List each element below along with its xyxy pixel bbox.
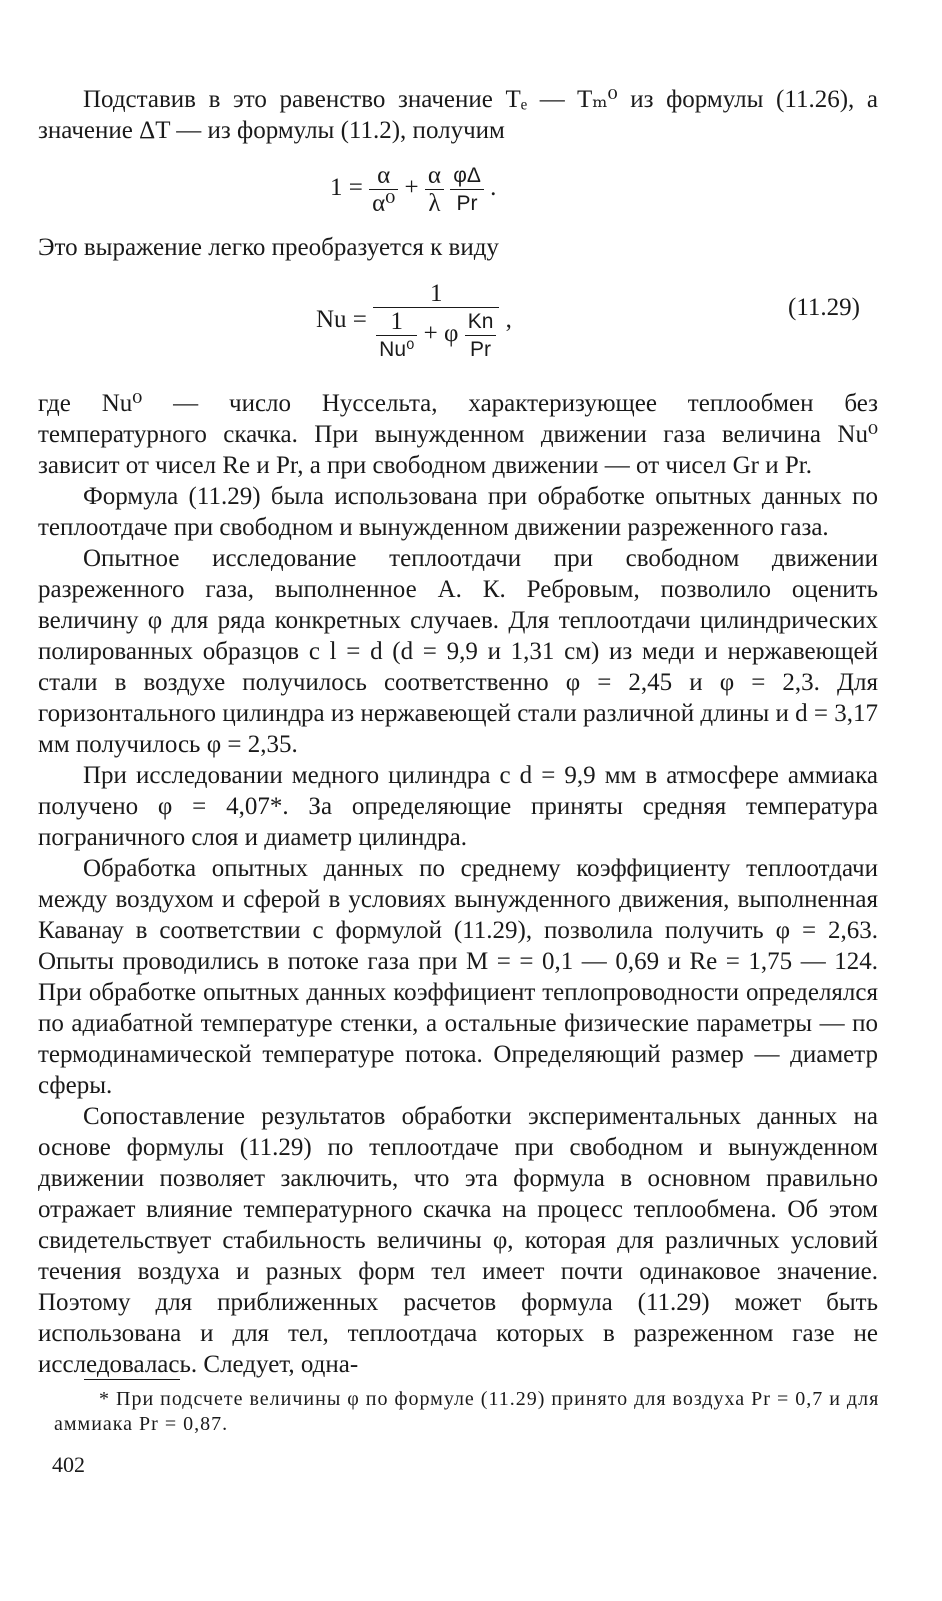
eq2-inner2-num: Kn — [465, 308, 497, 336]
eq1-frac2-den: λ — [428, 190, 441, 217]
footnote-text: * При подсчете величины φ по формуле (11.29) принято для воздуха Pr = 0,7 и для аммиака Pr = 0,87. — [54, 1388, 880, 1435]
footnote — [54, 1387, 884, 1437]
eq2-inner1-den: Nu⁰ — [379, 338, 415, 361]
eq2-comma: , — [505, 306, 512, 334]
eq1-period: . — [490, 174, 497, 202]
eq1-frac1-num: α — [369, 162, 398, 190]
page-number: 402 — [52, 1452, 85, 1477]
eq2-numerator: 1 — [373, 280, 499, 308]
eq1-fraction-1 — [369, 162, 398, 217]
eq1-frac2-num: α — [425, 162, 444, 190]
paragraph-formula-usage: Формула (11.29) была использована при обработке опытных данных по теплоотдаче при свободном и вынужденном движении разреженного газа. — [38, 483, 878, 541]
equation-2 — [316, 280, 512, 363]
intro-paragraph — [38, 84, 878, 146]
eq1-fraction-3 — [450, 162, 484, 217]
eq1-lhs: 1 = — [330, 174, 363, 202]
paragraph-kavanau: Обработка опытных данных по среднему коэффициенту теплоотдачи между воздухом и сферой в условиях вынужденного движения, выполненная Каванау в соответствии с формулой (11.29), позволила получить φ = 2,63. Опыты проводились в потоке газа при M = = 0,1 — 0,69 и Re = 1,75 — 124. При обработке опытных данных коэффициент теплопроводности определялся по адиабатной температуре стенки, а остальные физические параметры — по термодинамической температуре потока. Определяющий размер — диаметр сферы. — [38, 855, 878, 1099]
eq1-plus: + — [404, 174, 419, 202]
equation-number: (11.29) — [788, 294, 860, 321]
paragraph-rebrov-study: Опытное исследование теплоотдачи при свободном движении разреженного газа, выполненное А. К. Ребровым, позволило оценить величину φ для ряда конкретных случаев. Для теплоотдачи цилиндрических полированных образцов с l = d (d = 9,9 и 1,31 см) из меди и нержавеющей стали в воздухе получилось соответственно φ = 2,45 и φ = 2,3. Для горизонтального цилиндра из нержавеющей стали различной длины и d = 3,17 мм получилось φ = 2,35. — [38, 545, 878, 758]
eq1-fraction-2 — [425, 162, 444, 217]
paragraph-ammonia: При исследовании медного цилиндра с d = 9,9 мм в атмосфере аммиака получено φ = 4,07*. За определяющие приняты средняя температура пограничного слоя и диаметр цилиндра. — [38, 762, 878, 851]
eq2-inner-fraction-1 — [376, 308, 417, 363]
eq2-lhs: Nu = — [316, 306, 367, 334]
eq2-main-fraction — [373, 280, 499, 363]
body-text — [38, 388, 878, 1380]
eq2-denominator — [373, 308, 499, 363]
eq1-frac1-den: α⁰ — [372, 190, 396, 217]
footnote-rule — [84, 1379, 180, 1380]
eq2-inner1-num: 1 — [376, 308, 417, 336]
eq2-plus-phi: + φ — [423, 320, 459, 348]
equation-1 — [330, 162, 496, 217]
eq1-frac3-den: Pr — [456, 192, 478, 215]
paragraph-nusselt: где Nu⁰ — число Нуссельта, характеризующее теплообмен без температурного скачка. При вынужденном движении газа величина Nu⁰ зависит от чисел Re и Pr, а при свободном движении — от чисел Gr и Pr. — [38, 390, 878, 479]
intro-text: Подставив в это равенство значение Tₑ — Tₘ⁰ из формулы (11.26), а значение ΔT — из формулы (11.2), получим — [38, 86, 878, 144]
transition-paragraph — [38, 232, 878, 263]
eq1-frac3-num: φΔ — [450, 162, 484, 190]
paragraph-comparison: Сопоставление результатов обработки экспериментальных данных на основе формулы (11.29) по теплоотдаче при свободном и вынужденном движении позволяет заключить, что эта формула в основном правильно отражает влияние температурного скачка на процесс теплообмена. Об этом свидетельствует стабильность величины φ, которая для различных условий течения воздуха и разных форм тел имеет почти одинаковое значение. Поэтому для приближенных расчетов формула (11.29) может быть использована и для тел, теплоотдача которых в разреженном газе не исследовалась. Следует, одна- — [38, 1103, 878, 1378]
transition-text: Это выражение легко преобразуется к виду — [38, 234, 499, 261]
eq2-inner-fraction-2 — [465, 308, 497, 363]
eq2-inner2-den: Pr — [470, 338, 492, 361]
